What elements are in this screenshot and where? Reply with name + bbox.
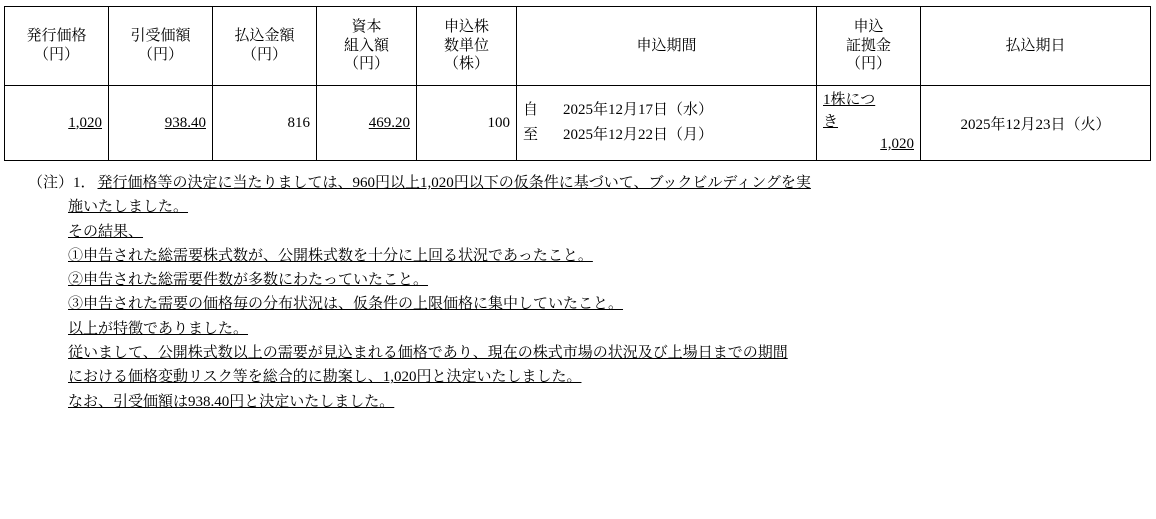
period-to-label: 至 — [523, 127, 539, 143]
header-payment-date-line1: 払込期日 — [1005, 37, 1066, 54]
note-text-10: なお、引受価額は938.40円と決定いたしました。 — [68, 393, 395, 410]
value-unit-shares: 100 — [487, 114, 510, 131]
header-deposit — [817, 7, 921, 86]
value-deposit-amount: 1,020 — [880, 135, 914, 152]
cell-unit-shares — [417, 86, 517, 161]
period-from-line — [523, 98, 810, 124]
table-row — [5, 86, 1151, 161]
header-payment-amount — [213, 7, 317, 86]
note-line-7 — [6, 317, 1150, 341]
header-unit-shares-line3: （株） — [443, 56, 489, 73]
note-text-4: ①申告された総需要株式数が、公開株式数を十分に上回る状況であったこと。 — [68, 247, 593, 264]
note-line-5 — [6, 268, 1150, 292]
table-header — [5, 7, 1151, 86]
note-text-6: ③申告された需要の価格毎の分布状況は、仮条件の上限価格に集中していたこと。 — [68, 296, 624, 313]
note-line-1 — [6, 171, 1150, 195]
note-line-10 — [6, 390, 1150, 414]
notes-section — [0, 171, 1156, 414]
value-issue-price: 1,020 — [68, 114, 102, 131]
note-text-2: 施いたしました。 — [68, 199, 189, 216]
note-line-3 — [6, 220, 1150, 244]
value-deposit-line2: き — [823, 114, 839, 131]
note-text-1: 発行価格等の決定に当たりましては、960円以上1,020円以下の仮条件に基づいて、ブックビルディングを実 — [97, 175, 811, 191]
value-payment-date: 2025年12月23日（火） — [960, 116, 1111, 133]
note-text-8: 従いまして、公開株式数以上の需要が見込まれる価格であり、現在の株式市場の状況及び上場日までの期間 — [68, 345, 788, 362]
value-capital-amount: 469.20 — [368, 114, 410, 131]
cell-issue-price — [5, 86, 109, 161]
table-body — [5, 86, 1151, 161]
note-line-6 — [6, 292, 1150, 316]
header-application-period — [517, 7, 817, 86]
header-underwriting-price-line2: （円） — [137, 47, 183, 63]
cell-payment-amount — [213, 86, 317, 161]
period-to-line — [523, 123, 810, 149]
note-line-4 — [6, 244, 1150, 268]
note-line-2 — [6, 195, 1150, 219]
header-payment-amount-line2: （円） — [241, 47, 287, 63]
note-text-7: 以上が特徴でありました。 — [68, 320, 249, 337]
header-deposit-line1: 申込 — [853, 18, 884, 35]
header-issue-price — [5, 7, 109, 86]
cell-deposit — [817, 86, 921, 161]
note-line-8 — [6, 341, 1150, 365]
header-deposit-line3: （円） — [845, 56, 891, 73]
value-underwriting-price: 938.40 — [164, 114, 206, 131]
offering-terms-table — [4, 6, 1151, 161]
header-issue-price-line2: （円） — [33, 47, 79, 63]
header-capital-amount-line2: 組入額 — [343, 37, 389, 54]
header-unit-shares — [417, 7, 517, 86]
value-period-from: 2025年12月17日（水） — [563, 101, 714, 118]
document-page — [0, 6, 1156, 519]
header-underwriting-price-line1: 引受価額 — [130, 28, 191, 45]
header-payment-date — [921, 7, 1151, 86]
cell-application-period — [517, 86, 817, 161]
header-underwriting-price — [109, 7, 213, 86]
cell-capital-amount — [317, 86, 417, 161]
note-text-5: ②申告された総需要件数が多数にわたっていたこと。 — [68, 272, 429, 289]
note-line-9 — [6, 365, 1150, 389]
note-marker: （注）1． — [28, 175, 96, 191]
cell-payment-date — [921, 86, 1151, 161]
cell-underwriting-price — [109, 86, 213, 161]
note-text-3: その結果、 — [68, 223, 144, 240]
header-application-period-line1: 申込期間 — [636, 37, 697, 54]
value-period-to: 2025年12月22日（月） — [563, 127, 714, 143]
note-text-9: における価格変動リスク等を総合的に勘案し、1,020円と決定いたしました。 — [68, 369, 582, 386]
header-unit-shares-line1: 申込株 — [443, 18, 489, 35]
header-capital-amount-line1: 資本 — [351, 18, 382, 35]
header-capital-amount — [317, 7, 417, 86]
header-deposit-line2: 証拠金 — [845, 37, 891, 54]
header-capital-amount-line3: （円） — [343, 56, 389, 73]
header-issue-price-line1: 発行価格 — [26, 28, 87, 45]
table-header-row — [5, 7, 1151, 86]
header-payment-amount-line1: 払込金額 — [234, 28, 295, 45]
header-unit-shares-line2: 数単位 — [443, 37, 489, 54]
value-deposit-line1: 1株につ — [823, 92, 876, 109]
value-payment-amount: 816 — [287, 114, 310, 131]
period-from-label: 自 — [523, 101, 539, 118]
